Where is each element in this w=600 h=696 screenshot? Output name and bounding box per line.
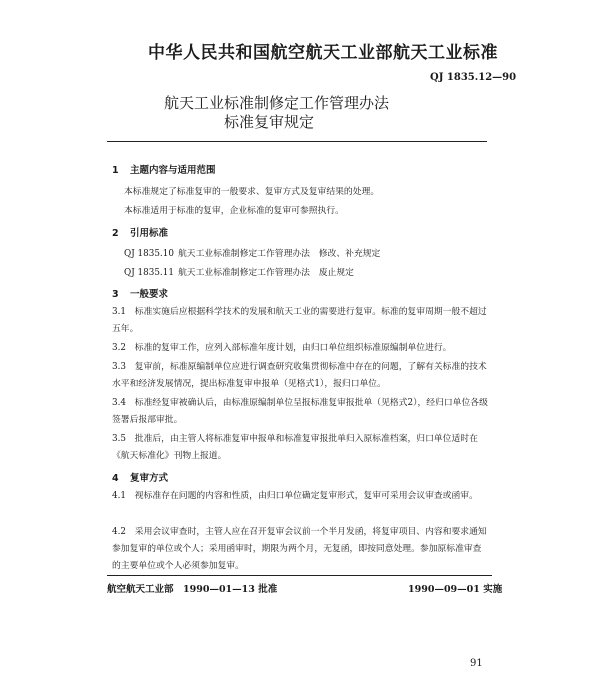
section-1-title: 主题内容与适用范围 xyxy=(130,165,216,176)
document-title-line2: 标准复审规定 xyxy=(224,113,315,131)
section-4-number: 4 xyxy=(112,473,119,484)
clause-3-5: 3.5 批准后，由主管人将标准复审申报单和标准复审报批单归入原标准档案，归口单位适时在《航天标准化》刊物上报道。 xyxy=(112,434,478,461)
page-number: 91 xyxy=(470,658,483,669)
section-4-title: 复审方式 xyxy=(130,473,169,484)
clause-4-2: 4.2 采用会议审查时，主管人应在召开复审会议前一个半月发函，将复审项目、内容和要求通知参加复审的单位或个人；采用函审时，期限为两个月，无复函，即按同意处理。参加原标准审查的主要单位或个人必须参加复审。 xyxy=(112,527,487,571)
title-divider xyxy=(107,141,487,142)
reference-code: QJ 1835.11 xyxy=(124,268,174,278)
section-2-title: 引用标准 xyxy=(130,228,169,239)
section-1-number: 1 xyxy=(112,165,119,176)
clause-3-2: 3.2 标准的复审工作，应列入部标准年度计划，由归口单位组织标准原编制单位进行。 xyxy=(112,343,452,353)
section-2-number: 2 xyxy=(112,228,119,239)
reference-title: 航天工业标准制修定工作管理办法 废止规定 xyxy=(178,268,354,278)
reference-code: QJ 1835.10 xyxy=(124,249,174,259)
section-3-title: 一般要求 xyxy=(130,289,169,300)
section-3-heading xyxy=(112,286,168,300)
footer-divider xyxy=(107,575,492,576)
section-3-number: 3 xyxy=(112,289,119,300)
section-1-paragraph-2: 本标准适用于标准的复审，企业标准的复审可参照执行。 xyxy=(124,206,344,216)
section-4-heading xyxy=(112,470,168,484)
clause-3-4: 3.4 标准经复审被确认后，由标准原编制单位呈报标准复审报批单（见格式2），经归口单位各级签署后报部审批。 xyxy=(112,398,488,425)
effective-date: 1990—09—01 实施 xyxy=(408,584,503,595)
clause-3-1: 3.1 标准实施后应根据科学技术的发展和航天工业的需要进行复审。标准的复审周期一般不超过五年。 xyxy=(112,307,487,334)
standard-code: QJ 1835.12—90 xyxy=(430,72,517,83)
issuing-authority-header: 中华人民共和国航空航天工业部航天工业标准 xyxy=(148,43,498,63)
clause-3-3: 3.3 复审前，标准原编制单位应进行调查研究收集贯彻标准中存在的问题，了解有关标准的技术水平和经济发展情况，提出标准复审申报单（见格式1），报归口单位。 xyxy=(112,362,487,389)
clause-4-1: 4.1 视标准存在问题的内容和性质，由归口单位确定复审形式，复审可采用会议审查或函审。 xyxy=(112,491,478,501)
document-title-line1: 航天工业标准制修定工作管理办法 xyxy=(164,94,390,112)
section-2-heading xyxy=(112,225,168,239)
section-1-heading xyxy=(112,162,216,176)
reference-item xyxy=(124,246,380,259)
reference-item xyxy=(124,265,354,278)
approval-date: 航空航天工业部 1990—01—13 批准 xyxy=(107,584,278,595)
reference-title: 航天工业标准制修定工作管理办法 修改、补充规定 xyxy=(178,249,381,259)
section-1-paragraph-1: 本标准规定了标准复审的一般要求、复审方式及复审结果的处理。 xyxy=(124,187,380,197)
